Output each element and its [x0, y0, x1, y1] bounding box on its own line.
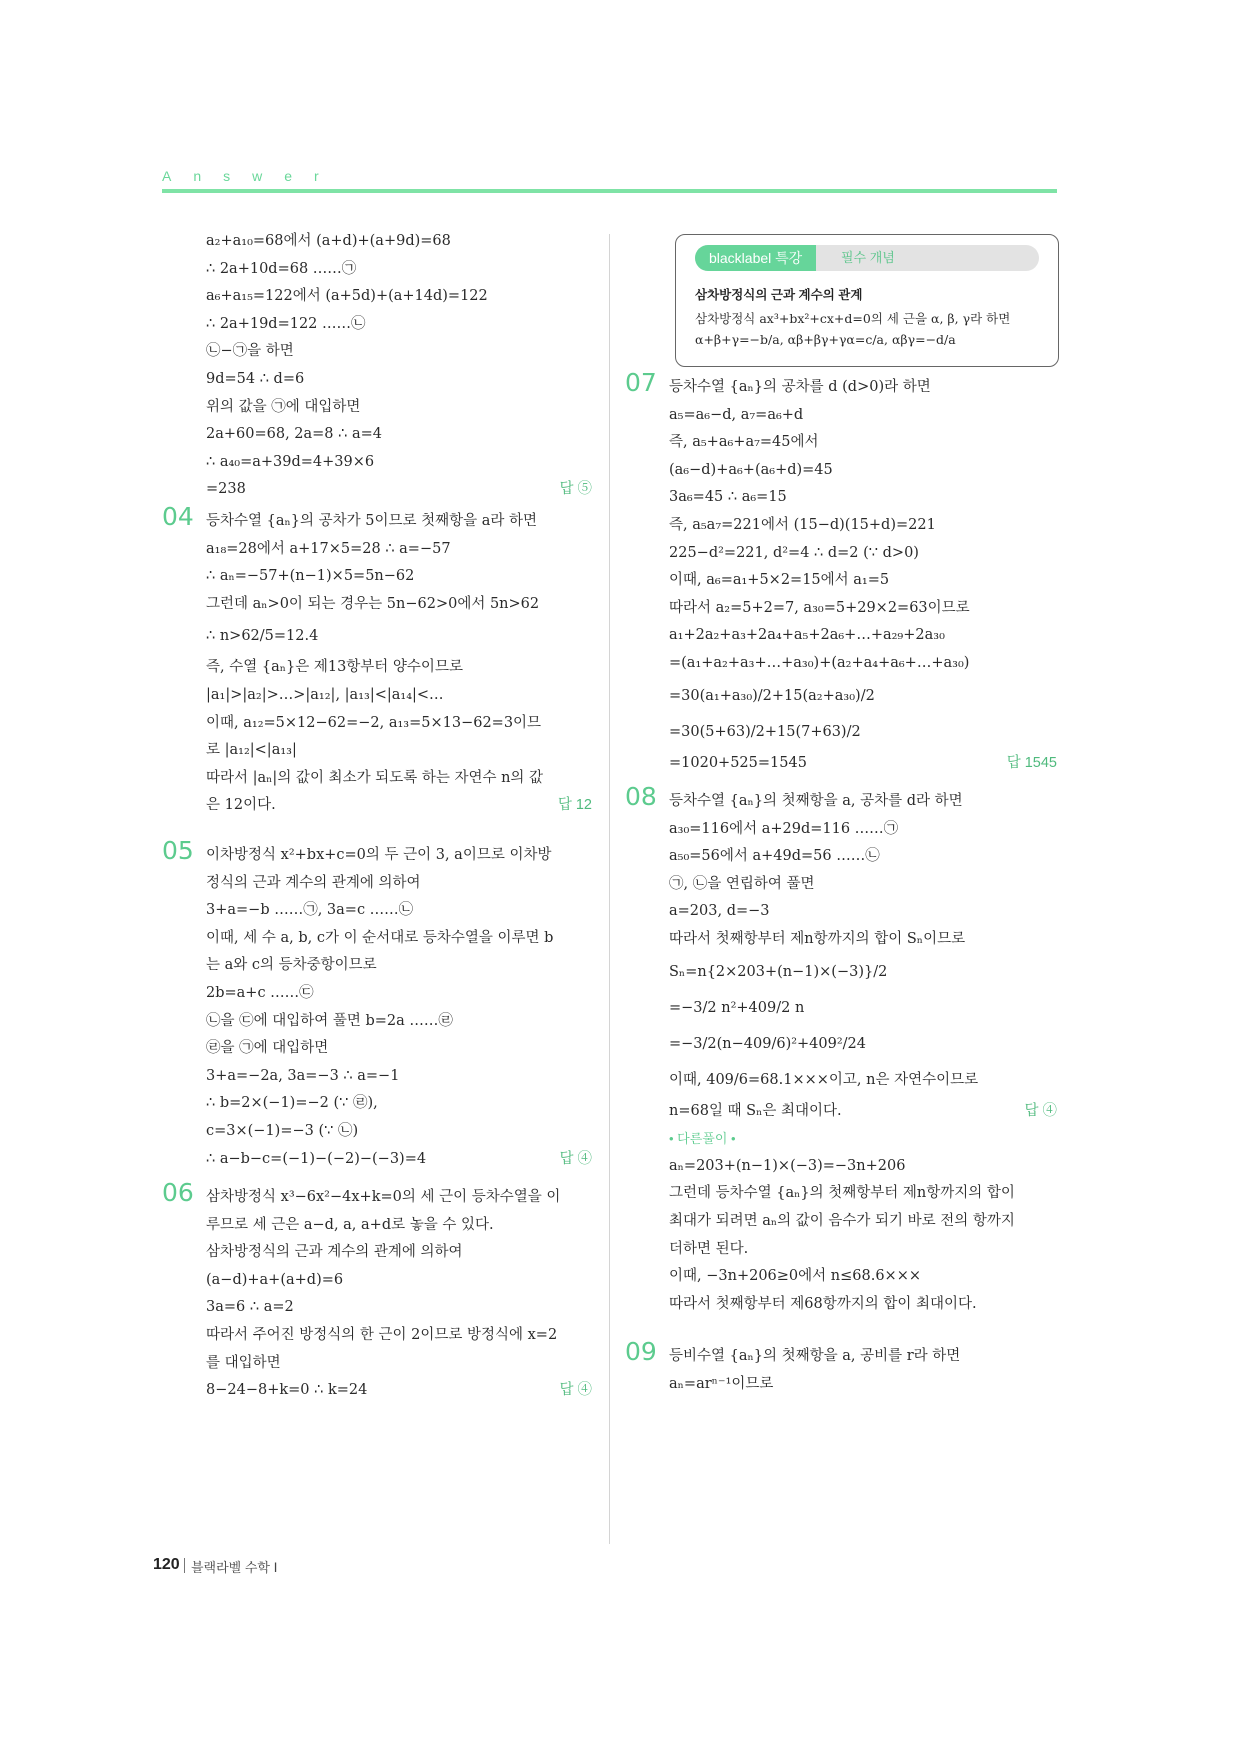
solution-text: 즉, a₅a₇=221에서 (15−d)(15+d)=221: [669, 516, 936, 533]
solution-text: 3a₆=45 ∴ a₆=15: [669, 489, 787, 506]
solution-text: n=68일 때 Sₙ은 최대이다.: [669, 1102, 842, 1119]
solution-text: =30(a₁+a₃₀)/2+15(a₂+a₃₀)/2: [669, 687, 875, 704]
problem-number: 09: [625, 1337, 657, 1366]
solution-line: [669, 1236, 1057, 1264]
solution-line: [206, 1090, 592, 1118]
solution-line: [206, 1350, 592, 1378]
solution-text: 그런데 등차수열 {aₙ}의 첫째항부터 제n항까지의 합이: [669, 1185, 1015, 1202]
solution-lines: [206, 228, 592, 504]
solution-text: 따라서 a₂=5+2=7, a₃₀=5+29×2=63이므로: [669, 599, 970, 616]
solution-text: ㉠, ㉡을 연립하여 풀면: [669, 875, 815, 892]
solution-text: a=203, d=−3: [669, 903, 770, 920]
solution-text: ∴ a₄₀=a+39d=4+39×6: [206, 453, 375, 470]
solution-text: a₅=a₆−d, a₇=a₆+d: [669, 406, 804, 423]
solution-text: ∴ 2a+19d=122 ……㉡: [206, 315, 366, 332]
solution-line: [206, 228, 592, 256]
solution-text: ∴ aₙ=−57+(n−1)×5=5n−62: [206, 568, 415, 585]
solution-line: [669, 714, 1057, 750]
solution-text: c=3×(−1)=−3 (∵ ㉡): [206, 1122, 359, 1139]
solution-line: [206, 792, 592, 820]
solution-line: [206, 710, 592, 738]
solution-line: [669, 843, 1057, 871]
solution-line: [206, 897, 592, 925]
solution-text: a₁₈=28에서 a+17×5=28 ∴ a=−57: [206, 540, 451, 557]
solution-text: 등차수열 {aₙ}의 공차가 5이므로 첫째항을 a라 하면: [206, 513, 538, 529]
solution-line: [669, 1098, 1057, 1126]
solution-line: [206, 1146, 592, 1174]
solution-text: 로 |a₁₂|<|a₁₃|: [206, 742, 297, 759]
answer-label: 답 ④: [559, 1382, 592, 1399]
solution-line: [206, 925, 592, 953]
solution-text: a₅₀=56에서 a+49d=56 ……㉡: [669, 848, 880, 865]
solution-text: 등비수열 {aₙ}의 첫째항을 a, 공비를 r라 하면: [669, 1348, 961, 1364]
problem-number: 07: [625, 368, 657, 397]
solution-text: 8−24−8+k=0 ∴ k=24: [206, 1382, 368, 1399]
solution-text: 삼차방정식 x³−6x²−4x+k=0의 세 근이 등차수열을 이: [206, 1189, 561, 1205]
solution-line: [669, 429, 1057, 457]
solution-text: (a₆−d)+a₆+(a₆+d)=45: [669, 461, 833, 478]
solution-line: [669, 374, 1057, 402]
solution-line: [669, 1263, 1057, 1291]
concept-box-tag: blacklabel 특강: [695, 245, 816, 271]
solution-text: aₙ=203+(n−1)×(−3)=−3n+206: [669, 1157, 906, 1174]
alternate-solution-label: • 다른풀이 •: [669, 1131, 736, 1147]
solution-line: [206, 654, 592, 682]
solution-line: [206, 536, 592, 564]
solution-line: [206, 870, 592, 898]
solution-line: [206, 1294, 592, 1322]
solution-line: [206, 1212, 592, 1240]
solution-lines: [669, 788, 1057, 1318]
concept-box-category: 필수 개념: [841, 250, 895, 265]
solution-line: [206, 366, 592, 394]
answer-label: 답 ⑤: [559, 481, 592, 498]
solution-text: 위의 값을 ㉠에 대입하면: [206, 398, 361, 415]
solution-line: [206, 1267, 592, 1295]
solution-text: 를 대입하면: [206, 1354, 281, 1371]
solution-text: 은 12이다.: [206, 797, 276, 814]
solution-text: 이때, 409/6=68.1×××이고, n은 자연수이므로: [669, 1071, 979, 1088]
solution-lines: [669, 374, 1057, 777]
problem-number: 05: [162, 836, 194, 865]
solution-text: ∴ n>62/5=12.4: [206, 628, 319, 645]
solution-text: 삼차방정식의 근과 계수의 관계에 의하여: [206, 1244, 463, 1261]
solution-text: 따라서 |aₙ|의 값이 최소가 되도록 하는 자연수 n의 값: [206, 769, 544, 786]
solution-text: 그런데 aₙ>0이 되는 경우는 5n−62>0에서 5n>62: [206, 595, 540, 612]
solution-text: 이때, 세 수 a, b, c가 이 순서대로 등차수열을 이루면 b: [206, 929, 554, 946]
solution-text: Sₙ=n{2×203+(n−1)×(−3)}/2: [669, 963, 888, 980]
answer-label: 답 ④: [1024, 1102, 1057, 1119]
solution-line: [669, 788, 1057, 816]
solution-line: [669, 1343, 1057, 1371]
solution-line: [669, 1026, 1057, 1062]
solution-line: [206, 1118, 592, 1146]
solution-text: 루므로 세 근은 a−d, a, a+d로 놓을 수 있다.: [206, 1216, 494, 1233]
solution-text: 따라서 첫째항부터 제68항까지의 합이 최대이다.: [669, 1295, 977, 1312]
solution-line: [206, 508, 592, 536]
section-header-label: Answer: [162, 168, 341, 184]
solution-line: [669, 898, 1057, 926]
column-divider: [609, 234, 610, 1544]
solution-line: [669, 484, 1057, 512]
solution-text: 2a+60=68, 2a=8 ∴ a=4: [206, 426, 382, 443]
solution-text: a₃₀=116에서 a+29d=116 ……㉠: [669, 820, 899, 837]
solution-line: [206, 618, 592, 654]
answer-label: 답 ④: [559, 1150, 592, 1167]
solution-line: [206, 476, 592, 504]
solution-text: ㉣을 ㉠에 대입하면: [206, 1040, 329, 1057]
solution-text: 이때, −3n+206≥0에서 n≤68.6×××: [669, 1268, 921, 1285]
solution-text: 225−d²=221, d²=4 ∴ d=2 (∵ d>0): [669, 544, 919, 561]
solution-text: 2b=a+c ……㉢: [206, 984, 314, 1001]
solution-text: =−3/2 n²+409/2 n: [669, 999, 805, 1016]
solution-line: [669, 750, 1057, 778]
solution-line: [206, 449, 592, 477]
header-rule: [162, 189, 1057, 193]
solution-line: [669, 1291, 1057, 1319]
solution-text: a₆+a₁₅=122에서 (a+5d)+(a+14d)=122: [206, 288, 488, 305]
solution-line: [669, 1208, 1057, 1236]
solution-lines: [206, 1184, 592, 1405]
solution-text: 등차수열 {aₙ}의 첫째항을 a, 공차를 d라 하면: [669, 793, 963, 809]
solution-text: ㉡을 ㉢에 대입하여 풀면 b=2a ……㉣: [206, 1012, 453, 1029]
solution-line: [669, 926, 1057, 954]
solution-text: 이때, a₁₂=5×12−62=−2, a₁₃=5×13−62=3이므: [206, 714, 542, 731]
solution-line: [669, 402, 1057, 430]
solution-text: 9d=54 ∴ d=6: [206, 370, 305, 387]
footer-separator: [184, 1558, 185, 1573]
solution-lines: [206, 508, 592, 820]
solution-line: [206, 421, 592, 449]
problem-number: 04: [162, 502, 194, 531]
solution-text: 3+a=−2a, 3a=−3 ∴ a=−1: [206, 1067, 400, 1084]
solution-line: [669, 457, 1057, 485]
concept-box: [675, 234, 1059, 367]
solution-line: [206, 1184, 592, 1212]
solution-text: 더하면 된다.: [669, 1240, 749, 1257]
solution-text: 이차방정식 x²+bx+c=0의 두 근이 3, a이므로 이차방: [206, 847, 552, 863]
solution-text: ∴ a−b−c=(−1)−(−2)−(−3)=4: [206, 1150, 427, 1167]
book-title: 블랙라벨 수학 Ⅰ: [191, 1560, 278, 1575]
solution-line: [206, 283, 592, 311]
solution-text: 이때, a₆=a₁+5×2=15에서 a₁=5: [669, 572, 890, 589]
solution-line: [206, 1322, 592, 1350]
solution-text: ∴ b=2×(−1)=−2 (∵ ㉣),: [206, 1095, 378, 1112]
solution-line: [669, 678, 1057, 714]
solution-text: =238: [206, 481, 246, 498]
solution-line: [206, 256, 592, 284]
solution-text: |a₁|>|a₂|>…>|a₁₂|, |a₁₃|<|a₁₄|<…: [206, 686, 444, 703]
solution-text: =1020+525=1545: [669, 754, 807, 771]
solution-line: [206, 842, 592, 870]
solution-text: 등차수열 {aₙ}의 공차를 d (d>0)라 하면: [669, 379, 931, 395]
solution-text: 는 a와 c의 등차중항이므로: [206, 957, 377, 974]
solution-line: [206, 737, 592, 765]
solution-text: 정식의 근과 계수의 관계에 의하여: [206, 874, 421, 891]
solution-text: 최대가 되려면 aₙ의 값이 음수가 되기 바로 전의 항까지: [669, 1212, 1015, 1229]
solution-line: [669, 622, 1057, 650]
solution-lines: [669, 1343, 1057, 1398]
solution-line: [206, 682, 592, 710]
solution-line: [669, 512, 1057, 540]
concept-box-tabs: [695, 245, 1039, 271]
solution-line: [669, 1371, 1057, 1399]
solution-text: 따라서 첫째항부터 제n항까지의 합이 Sₙ이므로: [669, 930, 966, 947]
solution-text: =−3/2(n−409/6)²+409²/24: [669, 1035, 867, 1052]
solution-text: =30(5+63)/2+15(7+63)/2: [669, 723, 861, 740]
solution-line: [206, 591, 592, 619]
solution-line: [206, 1239, 592, 1267]
solution-line: [206, 563, 592, 591]
solution-text: aₙ=arⁿ⁻¹이므로: [669, 1375, 774, 1392]
solution-text: a₁+2a₂+a₃+2a₄+a₅+2a₆+…+a₂₉+2a₃₀: [669, 627, 945, 644]
solution-line: [206, 765, 592, 793]
solution-line: [206, 311, 592, 339]
solution-text: 따라서 주어진 방정식의 한 근이 2이므로 방정식에 x=2: [206, 1326, 558, 1343]
solution-text: 즉, 수열 {aₙ}은 제13항부터 양수이므로: [206, 659, 463, 676]
solution-line: [669, 1180, 1057, 1208]
solution-text: (a−d)+a+(a+d)=6: [206, 1271, 344, 1288]
concept-box-title: 삼차방정식의 근과 계수의 관계: [695, 288, 863, 302]
solution-line: [206, 1377, 592, 1405]
solution-text: ㉡−㉠을 하면: [206, 343, 294, 360]
solution-line: [206, 952, 592, 980]
solution-text: ∴ 2a+10d=68 ……㉠: [206, 260, 357, 277]
concept-box-line-1: 삼차방정식 ax³+bx²+cx+d=0의 세 근을 α, β, γ라 하면: [695, 311, 1011, 326]
solution-text: 3+a=−b ……㉠, 3a=c ……㉡: [206, 902, 414, 919]
solution-line: [206, 394, 592, 422]
concept-box-line-2: α+β+γ=−b/a, αβ+βγ+γα=c/a, αβγ=−d/a: [695, 332, 956, 347]
solution-line: [206, 1008, 592, 1036]
solution-line: [669, 1125, 1057, 1153]
solution-line: [206, 1035, 592, 1063]
solution-text: a₂+a₁₀=68에서 (a+d)+(a+9d)=68: [206, 233, 451, 249]
page-number: 120: [153, 1556, 180, 1573]
solution-line: [206, 338, 592, 366]
solution-line: [669, 1062, 1057, 1098]
solution-lines: [206, 842, 592, 1173]
solution-text: =(a₁+a₂+a₃+…+a₃₀)+(a₂+a₄+a₆+…+a₃₀): [669, 654, 970, 671]
solution-line: [669, 954, 1057, 990]
solution-text: 즉, a₅+a₆+a₇=45에서: [669, 434, 819, 451]
solution-line: [206, 980, 592, 1008]
solution-line: [669, 567, 1057, 595]
problem-number: 06: [162, 1178, 194, 1207]
problem-number: 08: [625, 782, 657, 811]
solution-line: [669, 990, 1057, 1026]
solution-text: 3a=6 ∴ a=2: [206, 1299, 294, 1316]
answer-label: 답 1545: [1006, 754, 1057, 771]
solution-line: [669, 540, 1057, 568]
answer-label: 답 12: [557, 797, 592, 814]
solution-line: [669, 650, 1057, 678]
solution-line: [206, 1063, 592, 1091]
solution-line: [669, 1153, 1057, 1181]
solution-line: [669, 816, 1057, 844]
solution-line: [669, 595, 1057, 623]
solution-line: [669, 871, 1057, 899]
